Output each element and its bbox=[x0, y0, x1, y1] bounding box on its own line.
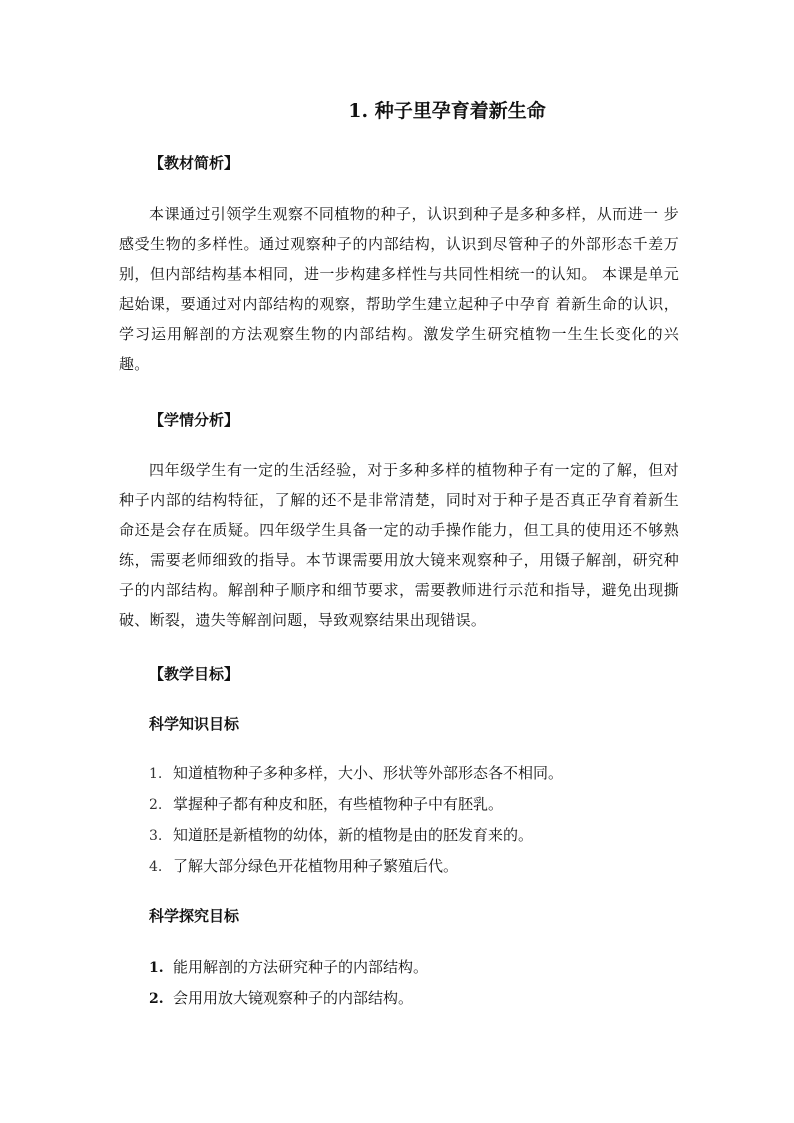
list-number: 1. bbox=[149, 960, 164, 976]
list-number: 2. bbox=[149, 797, 163, 813]
section-heading-goals: 【教学目标】 bbox=[149, 665, 240, 683]
list-item bbox=[149, 820, 563, 851]
list-text: 会用用放大镜观察种子的内部结构。 bbox=[173, 989, 414, 1007]
list-item bbox=[149, 789, 563, 820]
list-item bbox=[149, 758, 563, 789]
list-text: 知道胚是新植物的幼体，新的植物是由的胚发育来的。 bbox=[173, 826, 534, 844]
list-text: 掌握种子都有种皮和胚，有些植物种子中有胚乳。 bbox=[173, 795, 504, 813]
list-text: 能用解剖的方法研究种子的内部结构。 bbox=[173, 958, 429, 976]
subheading-knowledge-goals: 科学知识目标 bbox=[149, 715, 240, 733]
list-item bbox=[149, 983, 428, 1014]
list-number: 3. bbox=[149, 828, 163, 844]
list-item bbox=[149, 851, 563, 882]
list-number: 1. bbox=[149, 766, 163, 782]
list-text: 了解大部分绿色开花植物用种子繁殖后代。 bbox=[173, 857, 459, 875]
page-title: 1. 种子里孕育着新生命 bbox=[348, 100, 546, 122]
section-heading-students: 【学情分析】 bbox=[149, 411, 240, 429]
knowledge-goal-list bbox=[149, 758, 563, 882]
list-item bbox=[149, 952, 428, 983]
list-number: 4. bbox=[149, 859, 163, 875]
paragraph-students: 四年级学生有一定的生活经验，对于多种多样的植物种子有一定的了解，但对种子内部的结构特征，了解的还不是非常清楚，同时对于种子是否真正孕育着新生命还是会存在质疑。四年级学生具备一定的动手操作能力，但工具的使用还不够熟练，需要老师细致的指导。本节课需要用放大镜来观察种子，用镊子解剖，研究种子的内部结构。解剖种子顺序和细节要求，需要教师进行示范和指导，避免出现撕破、断裂，遗失等解剖问题，导致观察结果出现错误。 bbox=[119, 461, 679, 629]
list-text: 知道植物种子多种多样，大小、形状等外部形态各不相同。 bbox=[173, 764, 564, 782]
paragraph-textbook: 本课通过引领学生观察不同植物的种子，认识到种子是多种多样，从而进一 步感受生物的多样性。通过观察种子的内部结构，认识到尽管种子的外部形态千差万别，但内部结构基本相同，进一步构建多样性与共同性相统一的认知。 本课是单元起始课，要通过对内部结构的观察，帮助学生建立起种子中孕育 着新生命的认识，学习运用解剖的方法观察生物的内部结构。激发学生研究植物一生生长变化的兴趣。 bbox=[119, 205, 679, 373]
inquiry-goal-list bbox=[149, 952, 428, 1014]
subheading-inquiry-goals: 科学探究目标 bbox=[149, 907, 240, 925]
list-number: 2. bbox=[149, 991, 164, 1007]
section-heading-textbook: 【教材简析】 bbox=[149, 154, 240, 172]
